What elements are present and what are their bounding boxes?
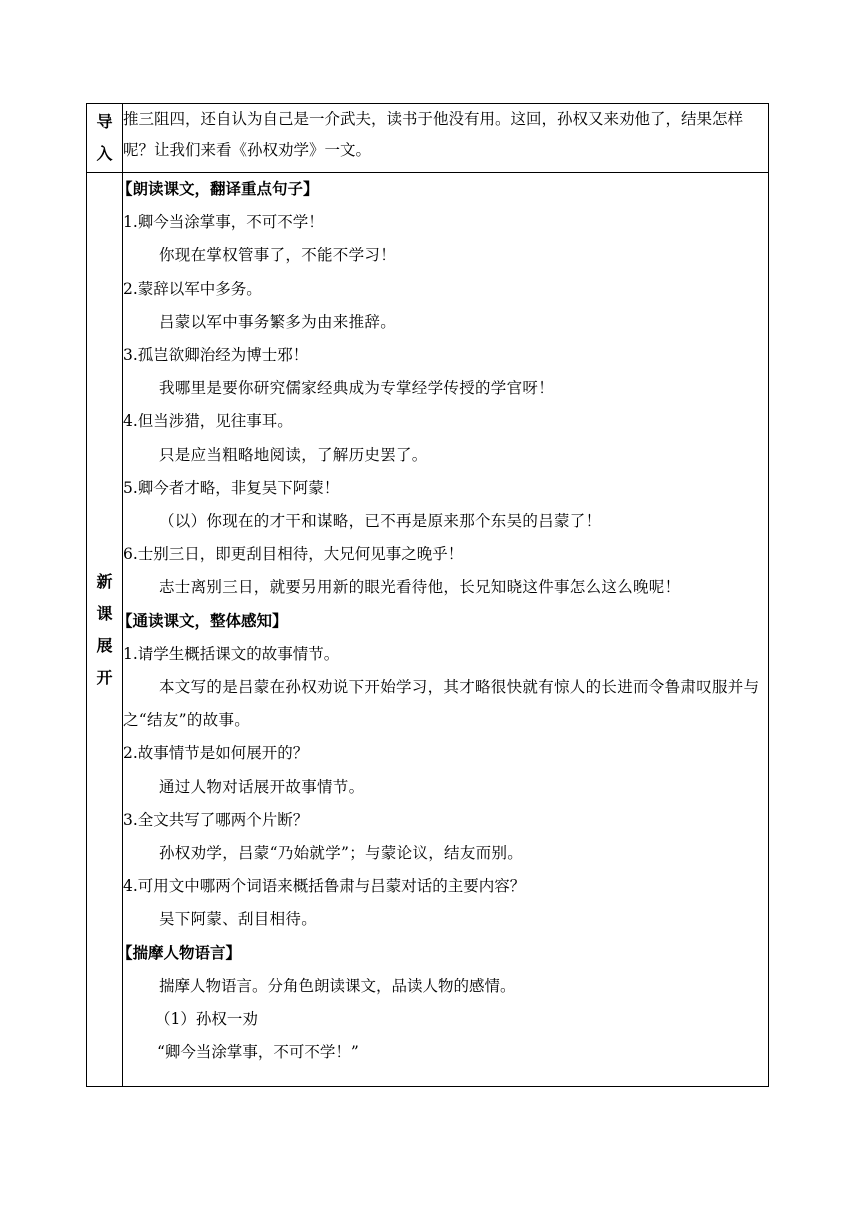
- main-label-char: 展: [96, 635, 113, 655]
- main-label-char: 新: [96, 571, 113, 591]
- question-item: 4.可用文中哪两个词语来概括鲁肃与吕蒙对话的主要内容？: [123, 877, 526, 896]
- section-heading: 【朗读课文，翻译重点句子】: [117, 180, 319, 198]
- intro-label-char: 导: [96, 112, 113, 131]
- answer-item: 孙权劝学，吕蒙“乃始就学”；与蒙论议，结友而别。: [159, 844, 524, 863]
- answer-item: （以）你现在的才干和谋略，已不再是原来那个东吴的吕蒙了！: [159, 512, 602, 531]
- question-item: 1.请学生概括课文的故事情节。: [123, 644, 340, 663]
- question-item: 4.但当涉猎，见往事耳。: [123, 412, 293, 431]
- question-item: 2.蒙辞以军中多务。: [123, 279, 262, 298]
- main-label-char: 开: [96, 667, 113, 687]
- question-item: 3.全文共写了哪两个片断？: [123, 810, 309, 829]
- answer-item: 吴下阿蒙、刮目相待。: [159, 910, 318, 929]
- intro-label-char: 入: [96, 144, 113, 163]
- answer-item: 本文写的是吕蒙在孙权劝说下开始学习，其才略很快就有惊人的长进而令鲁肃叹服并与之“结友”的故事。: [123, 678, 760, 730]
- question-item: 6.士别三日，即更刮目相待，大兄何见事之晚乎！: [123, 545, 464, 564]
- answer-item: 志士离别三日，就要另用新的眼光看待他，长兄知晓这件事怎么这么晚呢！: [159, 578, 681, 597]
- main-row: [87, 173, 769, 1087]
- question-item: 2.故事情节是如何展开的？: [123, 744, 309, 763]
- section-heading: 【通读课文，整体感知】: [117, 611, 288, 630]
- question-item: 3.孤岂欲卿治经为博士邪！: [123, 346, 309, 365]
- section-heading: 【揣摩人物语言】: [117, 943, 242, 962]
- answer-item: 吕蒙以军中事务繁多为由来推辞。: [159, 312, 397, 331]
- question-item: 1.卿今当涂掌事，不可不学！: [123, 213, 324, 232]
- intro-label-cell: [87, 104, 123, 173]
- section-intro-text: 揣摩人物语言。分角色朗读课文，品读人物的感情。: [159, 976, 516, 995]
- intro-text: 推三阻四，还自认为自己是一介武夫，读书于他没有用。这回，孙权又来劝他了，结果怎样呢？让我们来看《孙权劝学》一文。: [123, 104, 769, 173]
- answer-item: 通过人物对话展开故事情节。: [159, 777, 365, 796]
- lesson-plan-table: [86, 103, 769, 1087]
- main-content: [117, 173, 769, 1087]
- sub-item: （1）孙权一劝: [155, 1010, 258, 1029]
- main-label-char: 课: [96, 603, 113, 623]
- answer-item: 只是应当粗略地阅读，了解历史罢了。: [159, 445, 428, 464]
- question-item: 5.卿今者才略，非复吴下阿蒙！: [123, 478, 340, 497]
- answer-item: 我哪里是要你研究儒家经典成为专掌经学传授的学官呀！: [159, 379, 555, 398]
- answer-item: 你现在掌权管事了，不能不学习！: [159, 246, 397, 265]
- quote-text: “卿今当涂掌事，不可不学！”: [157, 1043, 359, 1062]
- intro-row: [87, 104, 769, 173]
